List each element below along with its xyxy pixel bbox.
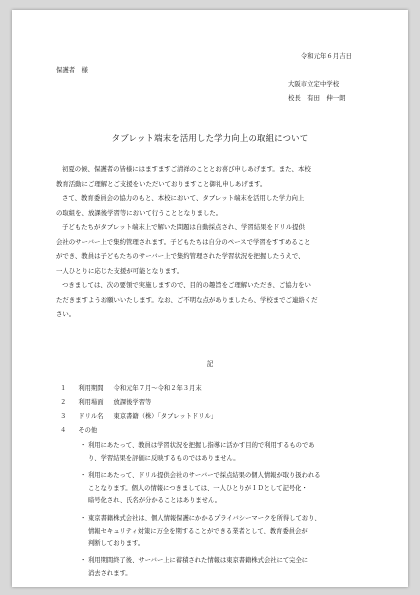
list-item — [60, 411, 217, 420]
list-item — [60, 383, 202, 392]
paragraph-line: さて、教育委員会の協力のもと、本校において、タブレット端末を活用した学力向上 — [62, 194, 305, 202]
paragraph-line: 教育活動にご理解とご支援をいただいておりますこと御礼申しあげます。 — [56, 179, 267, 188]
bullet-mark: ・ — [80, 557, 87, 564]
bullet-item — [80, 555, 400, 580]
item-number: ２ — [60, 399, 67, 406]
paragraph-line: さい。 — [56, 310, 76, 318]
bullet-line: 利用期間終了後、サーバー上に蓄積された情報は東京書籍株式会社にて完全に — [88, 557, 309, 564]
bullet-mark: ・ — [80, 472, 87, 479]
paragraph-line: 子どもたちがタブレット端末上で解いた問題は自動採点され、学習結果をドリル提供 — [62, 223, 305, 231]
item-label: その他 — [78, 427, 98, 434]
item-label: ドリル名 — [78, 413, 104, 420]
document-page — [12, 10, 408, 587]
paragraph-line: つきましては、次の要領で実施しますので、目的の趣旨をご理解いただき、ご協力をい — [62, 281, 311, 289]
bullet-line: 情報セキュリティ対策に万全を期することができる業者として、教育委員会が — [88, 527, 308, 535]
paragraph-4 — [56, 278, 392, 322]
item-number: ３ — [60, 413, 67, 420]
document-title: タブレット端末を活用した学力向上の取組について — [111, 133, 309, 143]
paragraph-line: の取組を、放課後学習等において行うこととなりました。 — [56, 208, 223, 217]
bullet-item — [80, 513, 400, 551]
paragraph-line: ただきますようお願いいたします。なお、ご不明な点がありましたら、学校までご連絡くだ — [56, 295, 318, 304]
paragraph-line: 初夏の候、保護者の皆様にはますますご清祥のこととお喜び申しあげます。また、本校 — [62, 165, 311, 173]
principal-name: 校長 有田 伸一朗 — [288, 94, 346, 102]
item-value: 令和元年７月～令和２年３月末 — [113, 385, 202, 392]
bullet-mark: ・ — [80, 442, 87, 449]
bullet-mark: ・ — [80, 515, 87, 522]
bullet-item — [80, 470, 400, 508]
paragraph-3 — [56, 220, 392, 278]
bullet-line: り、学習結果を評価に反映するものではありません。 — [88, 454, 240, 462]
paragraph-line: 会社のサーバー上で集約管理されます。子どもたちは自分のペースで学習をすすめること — [56, 237, 311, 246]
item-value: 東京書籍（株）「タブレットドリル」 — [113, 413, 218, 420]
bullet-line: 判断しております。 — [88, 540, 145, 547]
bullet-line: 東京書籍株式会社は、個人情報保護にかかるプライバシーマークを所得しており、 — [88, 515, 321, 522]
bullet-line: 暗号化され、氏名が分かることはありません。 — [88, 497, 221, 504]
paragraph-2 — [56, 191, 392, 220]
item-label: 利用期間 — [78, 385, 104, 392]
paragraph-line: ができ、教員は子どもたちのサーバー上で集約管理された学習状況を把握したうえで、 — [56, 252, 305, 260]
bullet-item — [80, 440, 400, 465]
list-item — [60, 397, 151, 406]
bullet-line: 消去されます。 — [88, 569, 132, 577]
list-item — [60, 425, 97, 434]
bullet-line: 利用にあたって、教員は学習状況を把握し指導に活かす目的で利用するものであ — [88, 442, 315, 449]
recipient-line: 保護者 様 — [56, 66, 88, 74]
ki-heading: 記 — [206, 360, 214, 368]
item-number: １ — [60, 385, 67, 392]
date-line: 令和元年６月吉日 — [300, 52, 352, 60]
item-number: ４ — [60, 427, 67, 434]
school-name: 大阪市立定中学校 — [288, 80, 340, 88]
paragraph-line: 一人ひとりに応じた支援が可能となります。 — [56, 266, 184, 275]
bullet-line: ことなります。個人の情報につきましては、一人ひとりがＩＤとして記号化・ — [88, 484, 308, 492]
paragraph-1 — [56, 162, 392, 191]
bullet-line: 利用にあたって、ドリル提供会社のサーバーで採点結果の個人情報が取り扱われる — [88, 472, 321, 479]
item-label: 利用場面 — [78, 399, 104, 406]
item-value: 放課後学習等 — [113, 399, 152, 406]
